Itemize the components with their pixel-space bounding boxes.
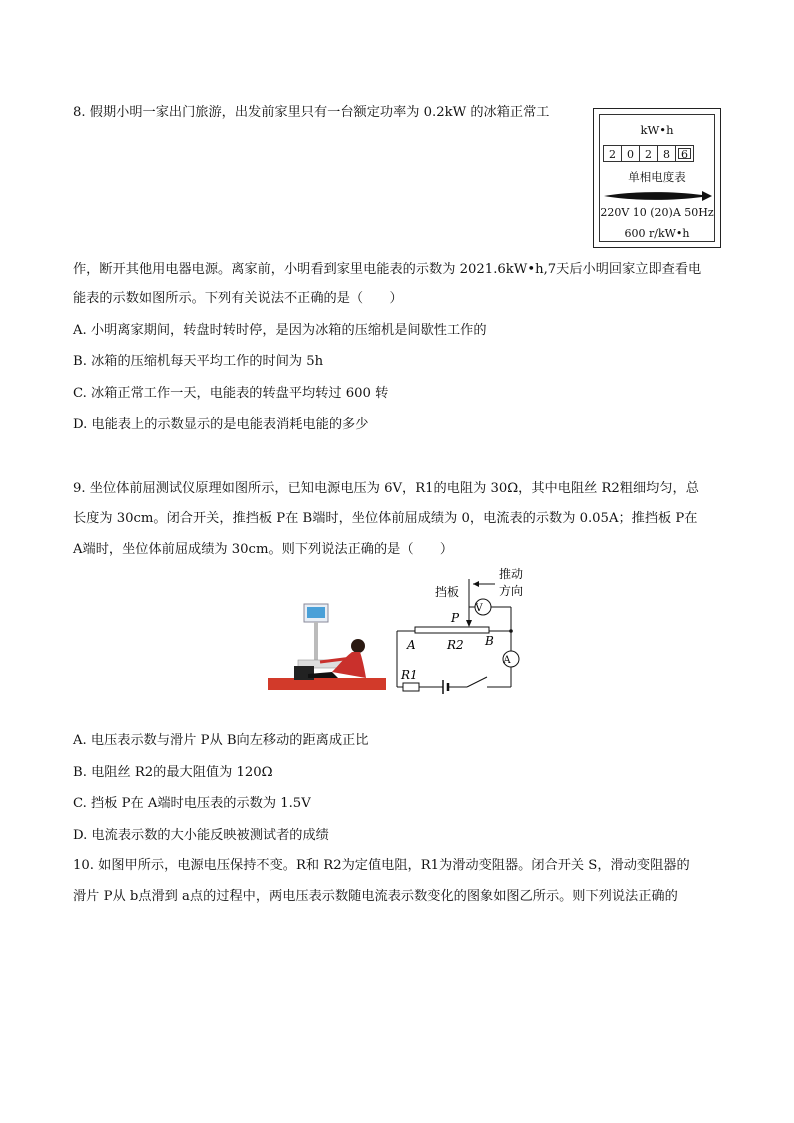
meter-revolutions: 600 r/kW•h [624,227,690,240]
circuit-voltmeter-label: V [475,603,483,614]
meter-unit: kW•h [640,123,674,137]
q10-stem-line-2: 滑片 P从 b点滑到 a点的过程中，两电压表示数随电流表示数变化的图象如图乙所示。则下列说法正确的 [73,889,678,904]
meter-arrow-icon [602,189,714,203]
circuit-a-end-label: A [407,638,416,652]
meter-digit: 2 [639,145,658,162]
q8-option-a: A. 小明离家期间，转盘时转时停，是因为冰箱的压缩机是间歇性工作的 [73,323,487,338]
q9-option-a: A. 电压表示数与滑片 P从 B向左移动的距离成正比 [73,733,369,748]
meter-spec: 220V 10 (20)A 50Hz [600,206,714,219]
q9-stem-line-2: 长度为 30cm。闭合开关，推挡板 P在 B端时，坐位体前屈成绩为 0，电流表的示数为 0.05A；推挡板 P在 [73,511,698,526]
circuit-push-label-2: 方向 [499,584,524,598]
meter-digit: 8 [657,145,676,162]
electric-meter-figure [593,108,721,248]
q9-stem-line-1: 9. 坐位体前屈测试仪原理如图所示，已知电源电压为 6V，R1的电阻为 30Ω，其中电阻丝 R2粗细均匀，总 [73,481,699,496]
q9-option-c: C. 挡板 P在 A端时电压表的示数为 1.5V [73,796,311,811]
q8-option-d: D. 电能表上的示数显示的是电能表消耗电能的多少 [73,417,369,432]
circuit-push-label-1: 推动 [499,567,524,581]
meter-digit: 6 [675,145,694,162]
meter-digits [603,145,693,162]
q9-stem-line-3: A端时，坐位体前屈成绩为 30cm。则下列说法正确的是（ ） [73,542,454,557]
circuit-r1-label: R1 [401,668,418,682]
meter-digit: 2 [603,145,622,162]
circuit-r2-label: R2 [447,638,464,652]
q8-option-c: C. 冰箱正常工作一天，电能表的转盘平均转过 600 转 [73,386,389,401]
circuit-diagram [395,565,535,695]
meter-name: 单相电度表 [628,170,686,184]
q8-stem-line-2: 作，断开其他用电器电源。离家前，小明看到家里电能表的示数为 2021.6kW•h,7天后小明回家立即查看电 [73,262,702,277]
sit-and-reach-photo [268,600,386,692]
q8-stem-line-1: 8. 假期小明一家出门旅游，出发前家里只有一台额定功率为 0.2kW 的冰箱正常工 [73,105,550,120]
q10-stem-line-1: 10. 如图甲所示，电源电压保持不变。R和 R2为定值电阻，R1为滑动变阻器。闭合开关 S，滑动变阻器的 [73,858,690,873]
q9-option-d: D. 电流表示数的大小能反映被测试者的成绩 [73,828,329,843]
circuit-p-label: P [451,611,460,625]
circuit-baffle-label: 挡板 [435,585,460,599]
q9-option-b: B. 电阻丝 R2的最大阻值为 120Ω [73,765,273,780]
circuit-ammeter-label: A [503,655,511,666]
meter-digit: 0 [621,145,640,162]
circuit-b-end-label: B [485,634,494,648]
q8-option-b: B. 冰箱的压缩机每天平均工作的时间为 5h [73,354,324,369]
q8-stem-line-3: 能表的示数如图所示。下列有关说法不正确的是（ ） [73,291,403,306]
